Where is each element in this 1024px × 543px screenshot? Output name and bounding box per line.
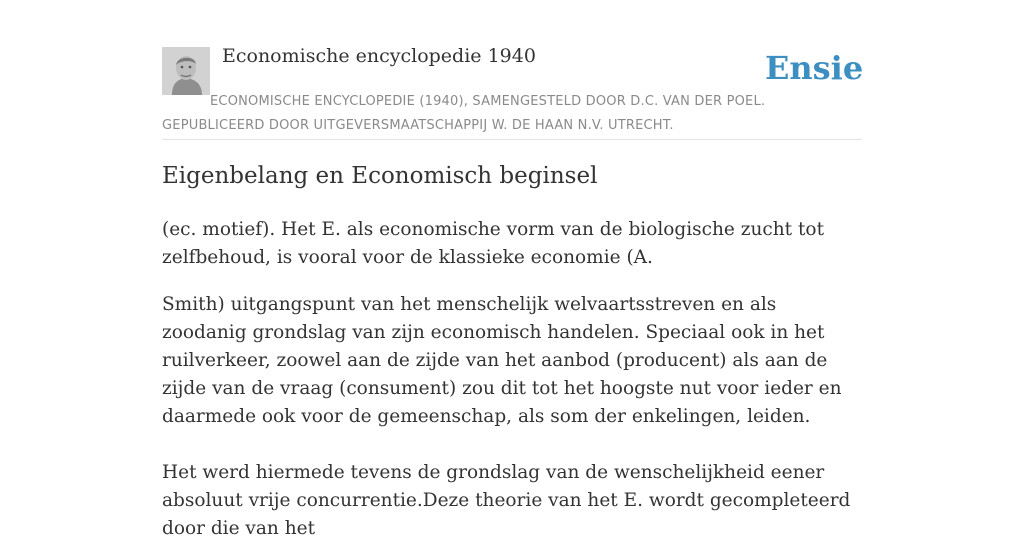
site-title-link[interactable]: Economische encyclopedie 1940	[222, 45, 536, 67]
portrait-image	[162, 47, 210, 95]
ensie-logo-link[interactable]: Ensie	[765, 49, 864, 87]
article-paragraph: Het werd hiermede tevens de grondslag van de wenschelijkheid eener absoluut vrije concurrentie.Deze theorie van het E. wordt gecompleteerd door die van het	[162, 462, 851, 539]
article-paragraph: (ec. motief). Het E. als economische vorm van de biologische zucht tot zelfbehoud, is vooral voor de klassieke economie (A.	[162, 219, 825, 268]
article-title: Eigenbelang en Economisch beginsel	[162, 163, 598, 189]
article-paragraph: Smith) uitgangspunt van het menschelijk welvaartsstreven en als zoodanig grondslag van zijn economisch handelen. Speciaal ook in het ruilverkeer, zoowel aan de zijde van het aanbod (producent) als aan de zijde van de vraag (consument) zou dit tot het hoogste nut voor ieder en daarmede ook voor de gemeenschap, als som der enkelingen, leiden.	[162, 294, 842, 427]
article-body	[162, 216, 862, 543]
header-divider	[162, 139, 862, 140]
publication-info: ECONOMISCHE ENCYCLOPEDIE (1940), SAMENGESTELD DOOR D.C. VAN DER POEL. GEPUBLICEERD DOOR UITGEVERSMAATSCHAPPIJ W. DE HAAN N.V. UTRECHT.	[162, 94, 766, 133]
author-avatar	[162, 47, 210, 95]
